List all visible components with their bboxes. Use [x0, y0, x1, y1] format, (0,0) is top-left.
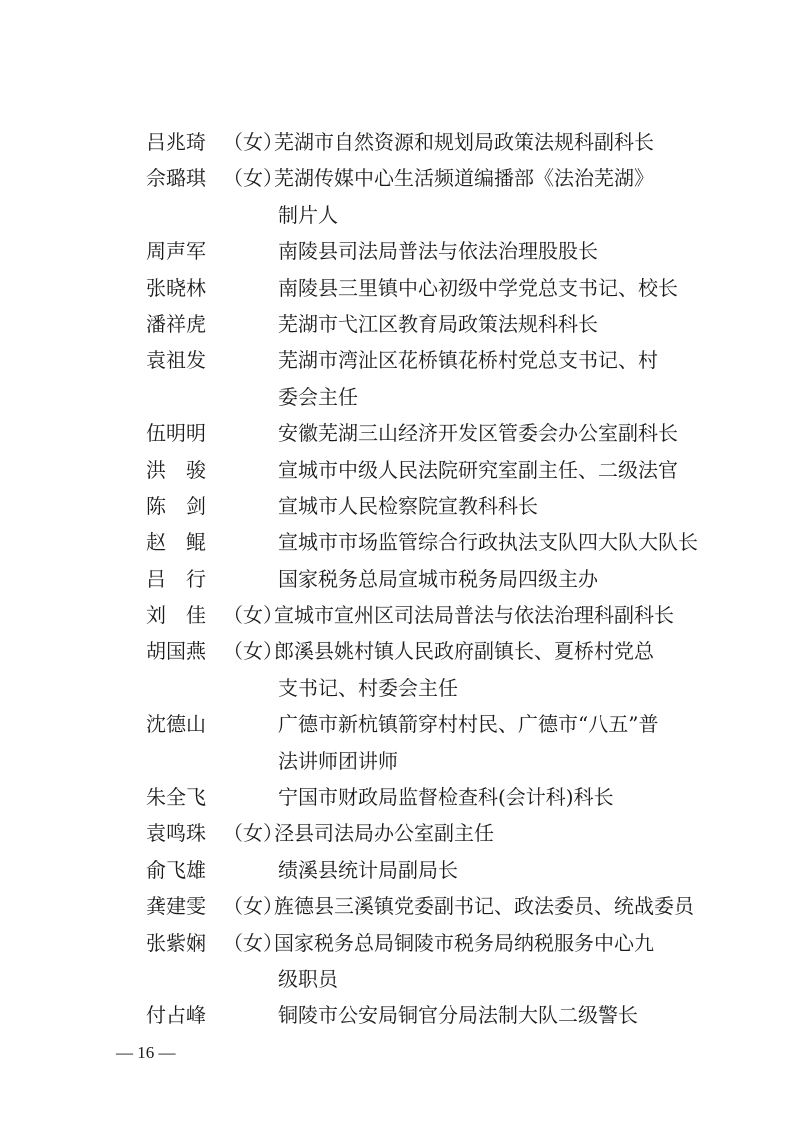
list-item — [146, 452, 706, 488]
list-item — [146, 306, 706, 342]
entry-line — [146, 233, 706, 269]
list-item — [146, 779, 706, 815]
person-name: 潘祥虎 — [146, 311, 206, 336]
list-item — [146, 524, 706, 560]
person-name: 佘璐琪 — [146, 166, 206, 191]
entry-line — [146, 597, 706, 633]
person-name: 龚建雯 — [146, 894, 206, 919]
gender-note: （女） — [223, 930, 283, 955]
list-item — [146, 597, 706, 633]
gender-note: （女） — [223, 639, 283, 664]
person-name: 张晓林 — [146, 275, 206, 300]
entry-line — [146, 452, 706, 488]
gender-note: （女） — [223, 166, 283, 191]
position-title: 支书记、村委会主任 — [278, 675, 458, 700]
person-name: 胡国燕 — [146, 639, 206, 664]
list-item — [146, 815, 706, 851]
list-item — [146, 888, 706, 924]
position-title: 泾县司法局办公室副主任 — [274, 821, 494, 846]
list-item — [146, 852, 706, 888]
list-item — [146, 706, 706, 779]
person-name: 吕行 — [146, 566, 226, 591]
list-item — [146, 160, 706, 233]
position-title: 宣城市宣州区司法局普法与依法治理科副科长 — [274, 603, 674, 628]
list-item — [146, 997, 706, 1033]
position-title: 南陵县三里镇中心初级中学党总支书记、校长 — [278, 275, 678, 300]
position-title: 法讲师团讲师 — [278, 748, 398, 773]
position-title: 宣城市人民检察院宣教科科长 — [278, 493, 538, 518]
person-name: 洪骏 — [146, 457, 226, 482]
entry-line — [146, 633, 706, 669]
entry-line — [146, 160, 706, 196]
gender-note: （女） — [223, 894, 283, 919]
award-list — [146, 124, 706, 1034]
position-title: 铜陵市公安局铜官分局法制大队二级警长 — [278, 1003, 638, 1028]
gender-note: （女） — [223, 130, 283, 154]
person-name: 沈德山 — [146, 712, 206, 737]
list-item — [146, 415, 706, 451]
person-name: 周声军 — [146, 239, 206, 264]
person-name: 刘佳 — [146, 603, 226, 628]
gender-note: （女） — [223, 821, 283, 846]
person-name: 朱全飞 — [146, 785, 206, 810]
gender-note: （女） — [223, 603, 283, 628]
list-item — [146, 124, 706, 160]
position-title: 广德市新杭镇箭穿村村民、广德市“八五”普 — [278, 712, 659, 737]
entry-line — [146, 888, 706, 924]
position-title: 委会主任 — [278, 384, 358, 409]
person-name: 袁鸣珠 — [146, 821, 206, 846]
position-title: 级职员 — [278, 966, 338, 991]
person-name: 付占峰 — [146, 1003, 206, 1028]
entry-line — [146, 415, 706, 451]
list-item — [146, 561, 706, 597]
entry-continuation-line — [146, 197, 706, 233]
entry-continuation-line — [146, 670, 706, 706]
entry-continuation-line — [146, 961, 706, 997]
position-title: 宣城市市场监管综合行政执法支队四大队大队长 — [278, 530, 698, 555]
position-title: 芜湖市弋江区教育局政策法规科科长 — [278, 311, 598, 336]
entry-line — [146, 270, 706, 306]
position-title: 宣城市中级人民法院研究室副主任、二级法官 — [278, 457, 678, 482]
entry-line — [146, 524, 706, 560]
entry-line — [146, 706, 706, 742]
list-item — [146, 342, 706, 415]
position-title: 南陵县司法局普法与依法治理股股长 — [278, 239, 598, 264]
list-item — [146, 925, 706, 998]
position-title: 国家税务总局宣城市税务局四级主办 — [278, 566, 598, 591]
list-item — [146, 633, 706, 706]
entry-line — [146, 925, 706, 961]
position-title: 芜湖市湾沚区花桥镇花桥村党总支书记、村 — [278, 348, 658, 373]
person-name: 陈剑 — [146, 493, 226, 518]
position-title: 芜湖传媒中心生活频道编播部《法治芜湖》 — [274, 166, 654, 191]
position-title: 绩溪县统计局副局长 — [278, 857, 458, 882]
entry-line — [146, 815, 706, 851]
entry-line — [146, 342, 706, 378]
position-title: 制片人 — [278, 202, 338, 227]
position-title: 宁国市财政局监督检查科(会计科)科长 — [278, 785, 614, 810]
entry-line — [146, 852, 706, 888]
position-title: 国家税务总局铜陵市税务局纳税服务中心九 — [274, 930, 654, 955]
entry-line — [146, 997, 706, 1033]
position-title: 郎溪县姚村镇人民政府副镇长、夏桥村党总 — [274, 639, 654, 664]
list-item — [146, 233, 706, 269]
person-name: 张紫娴 — [146, 930, 206, 955]
entry-line — [146, 124, 706, 160]
position-title: 安徽芜湖三山经济开发区管委会办公室副科长 — [278, 421, 678, 446]
entry-continuation-line — [146, 379, 706, 415]
person-name: 赵鲲 — [146, 530, 226, 555]
entry-line — [146, 306, 706, 342]
entry-continuation-line — [146, 743, 706, 779]
entry-line — [146, 561, 706, 597]
list-item — [146, 270, 706, 306]
person-name: 俞飞雄 — [146, 857, 206, 882]
position-title: 芜湖市自然资源和规划局政策法规科副科长 — [274, 130, 654, 154]
position-title: 旌德县三溪镇党委副书记、政法委员、统战委员 — [274, 894, 694, 919]
person-name: 吕兆琦 — [146, 130, 206, 154]
entry-line — [146, 488, 706, 524]
person-name: 袁祖发 — [146, 348, 206, 373]
entry-line — [146, 779, 706, 815]
list-item — [146, 488, 706, 524]
page-number: — 16 — — [116, 1043, 176, 1062]
person-name: 伍明明 — [146, 421, 206, 446]
